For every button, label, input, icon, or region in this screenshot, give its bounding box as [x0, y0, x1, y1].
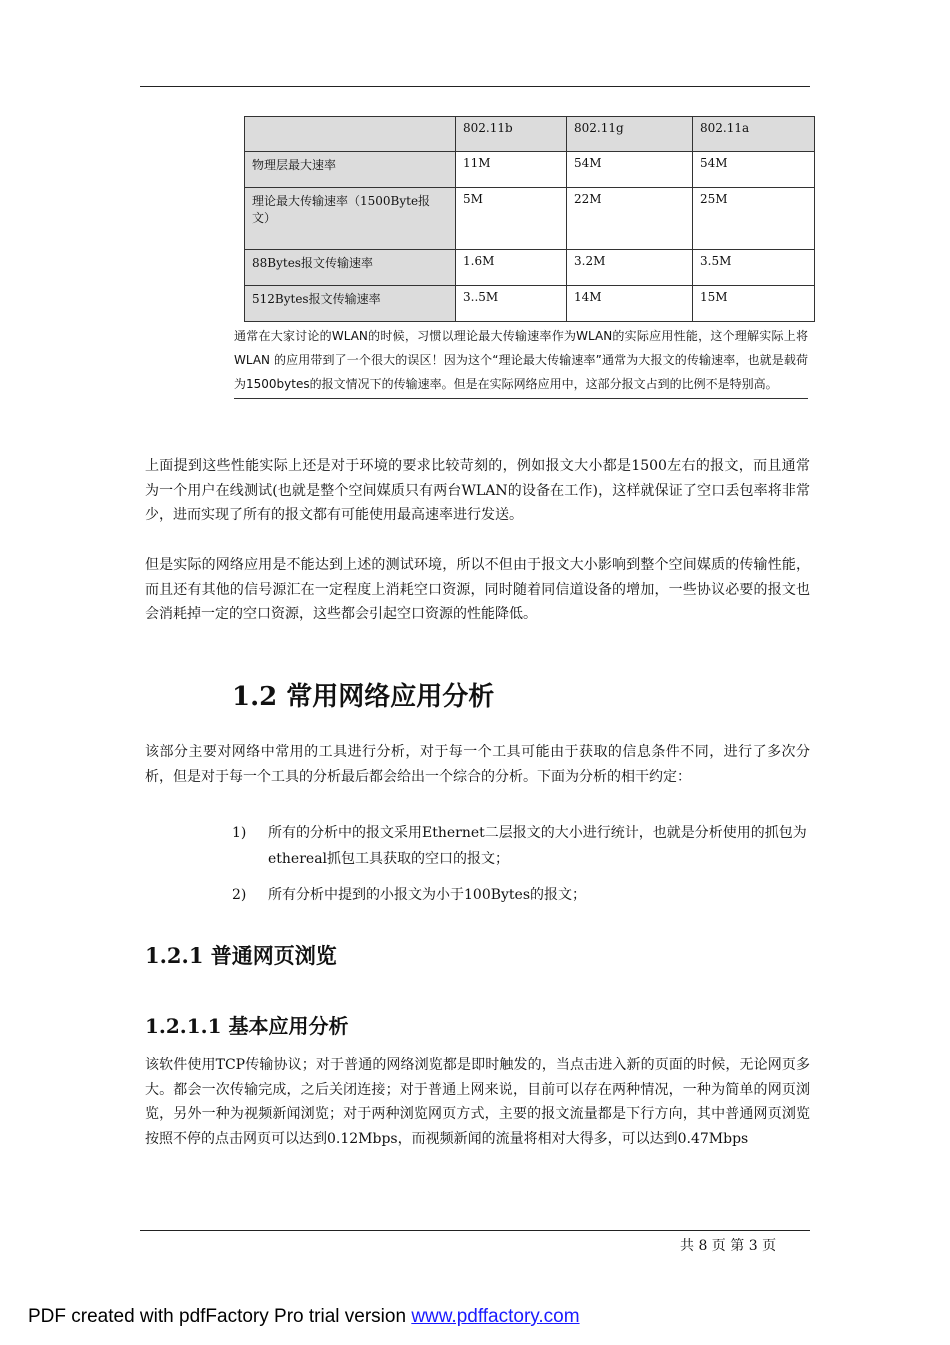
table-row-label: 512Bytes报文传输速率 — [245, 286, 456, 322]
table-header-cell: 802.11g — [567, 117, 693, 152]
table-cell: 54M — [693, 152, 815, 188]
section-heading-1-2: 1.2 常用网络应用分析 — [232, 682, 495, 712]
section-heading-1-2-1-1: 1.2.1.1 基本应用分析 — [145, 1014, 349, 1038]
table-cell: 11M — [456, 152, 567, 188]
wlan-rate-table — [244, 116, 815, 322]
body-paragraph: 上面提到这些性能实际上还是对于环境的要求比较苛刻的，例如报文大小都是1500左右的报文，而且通常为一个用户在线测试(也就是整个空间媒质只有两台WLAN的设备在工作)，这样就保证了空口丢包率将非常少，进而实现了所有的报文都有可能使用最高速率进行发送。 — [145, 458, 810, 523]
table-cell: 5M — [456, 188, 567, 250]
list-item-text: 所有的分析中的报文采用Ethernet二层报文的大小进行统计，也就是分析使用的抓包为ethereal抓包工具获取的空口的报文； — [268, 825, 807, 867]
table-header-cell: 802.11a — [693, 117, 815, 152]
table-cell: 22M — [567, 188, 693, 250]
table-cell: 1.6M — [456, 250, 567, 286]
table-cell: 14M — [567, 286, 693, 322]
list-item — [232, 882, 810, 908]
table-cell: 15M — [693, 286, 815, 322]
table-header-row — [245, 117, 815, 152]
table-row-label: 物理层最大速率 — [245, 152, 456, 188]
table-row — [245, 250, 815, 286]
table-row-label: 88Bytes报文传输速率 — [245, 250, 456, 286]
table-row — [245, 188, 815, 250]
footer-rule — [140, 1230, 810, 1231]
table-row — [245, 286, 815, 322]
table-row-label: 理论最大传输速率（1500Byte报文） — [245, 188, 456, 250]
list-item-number: 2) — [232, 887, 247, 903]
table-cell: 3.2M — [567, 250, 693, 286]
list-item-text: 所有分析中提到的小报文为小于100Bytes的报文； — [268, 887, 587, 903]
table-cell: 54M — [567, 152, 693, 188]
table-note: 通常在大家讨论的WLAN的时候，习惯以理论最大传输速率作为WLAN的实际应用性能，这个理解实际上将 WLAN 的应用带到了一个很大的误区！因为这个“理论最大传输速率”通常为大报文的传输速率，也就是载荷为1500bytes的报文情况下的传输速率。但是在实际网络应用中，这部分报文占到的比例不是特别高。 — [234, 324, 808, 399]
body-paragraph: 但是实际的网络应用是不能达到上述的测试环境，所以不但由于报文大小影响到整个空间媒质的传输性能，而且还有其他的信号源汇在一定程度上消耗空口资源，同时随着同信道设备的增加，一些协议必要的报文也会消耗掉一定的空口资源，这些都会引起空口资源的性能降低。 — [145, 557, 810, 622]
section-heading-1-2-1: 1.2.1 普通网页浏览 — [145, 943, 337, 968]
list-item-number: 1) — [232, 825, 247, 841]
table-cell: 3.5M — [693, 250, 815, 286]
page-number: 共 8 页 第 3 页 — [680, 1238, 777, 1254]
header-rule — [140, 86, 810, 87]
table-header-cell: 802.11b — [456, 117, 567, 152]
table-cell: 25M — [693, 188, 815, 250]
pdf-footer-text: PDF created with pdfFactory Pro trial version — [28, 1306, 412, 1327]
list-item — [232, 820, 810, 872]
pdf-footer — [28, 1306, 580, 1328]
body-paragraph: 该部分主要对网络中常用的工具进行分析，对于每一个工具可能由于获取的信息条件不同，进行了多次分析，但是对于每一个工具的分析最后都会给出一个综合的分析。下面为分析的相干约定： — [145, 744, 810, 785]
table-cell: 3..5M — [456, 286, 567, 322]
body-paragraph: 该软件使用TCP传输协议；对于普通的网络浏览都是即时触发的，当点击进入新的页面的时候，无论网页多大。都会一次传输完成，之后关闭连接；对于普通上网来说，目前可以存在两种情况，一种为简单的网页浏览，另外一种为视频新闻浏览；对于两种浏览网页方式，主要的报文流量都是下行方向，其中普通网页浏览按照不停的点击网页可以达到0.12Mbps，而视频新闻的流量将相对大得多，可以达到0.47Mbps — [145, 1057, 810, 1147]
table-header-cell — [245, 117, 456, 152]
pdffactory-link[interactable]: www.pdffactory.com — [411, 1306, 580, 1327]
table-row — [245, 152, 815, 188]
